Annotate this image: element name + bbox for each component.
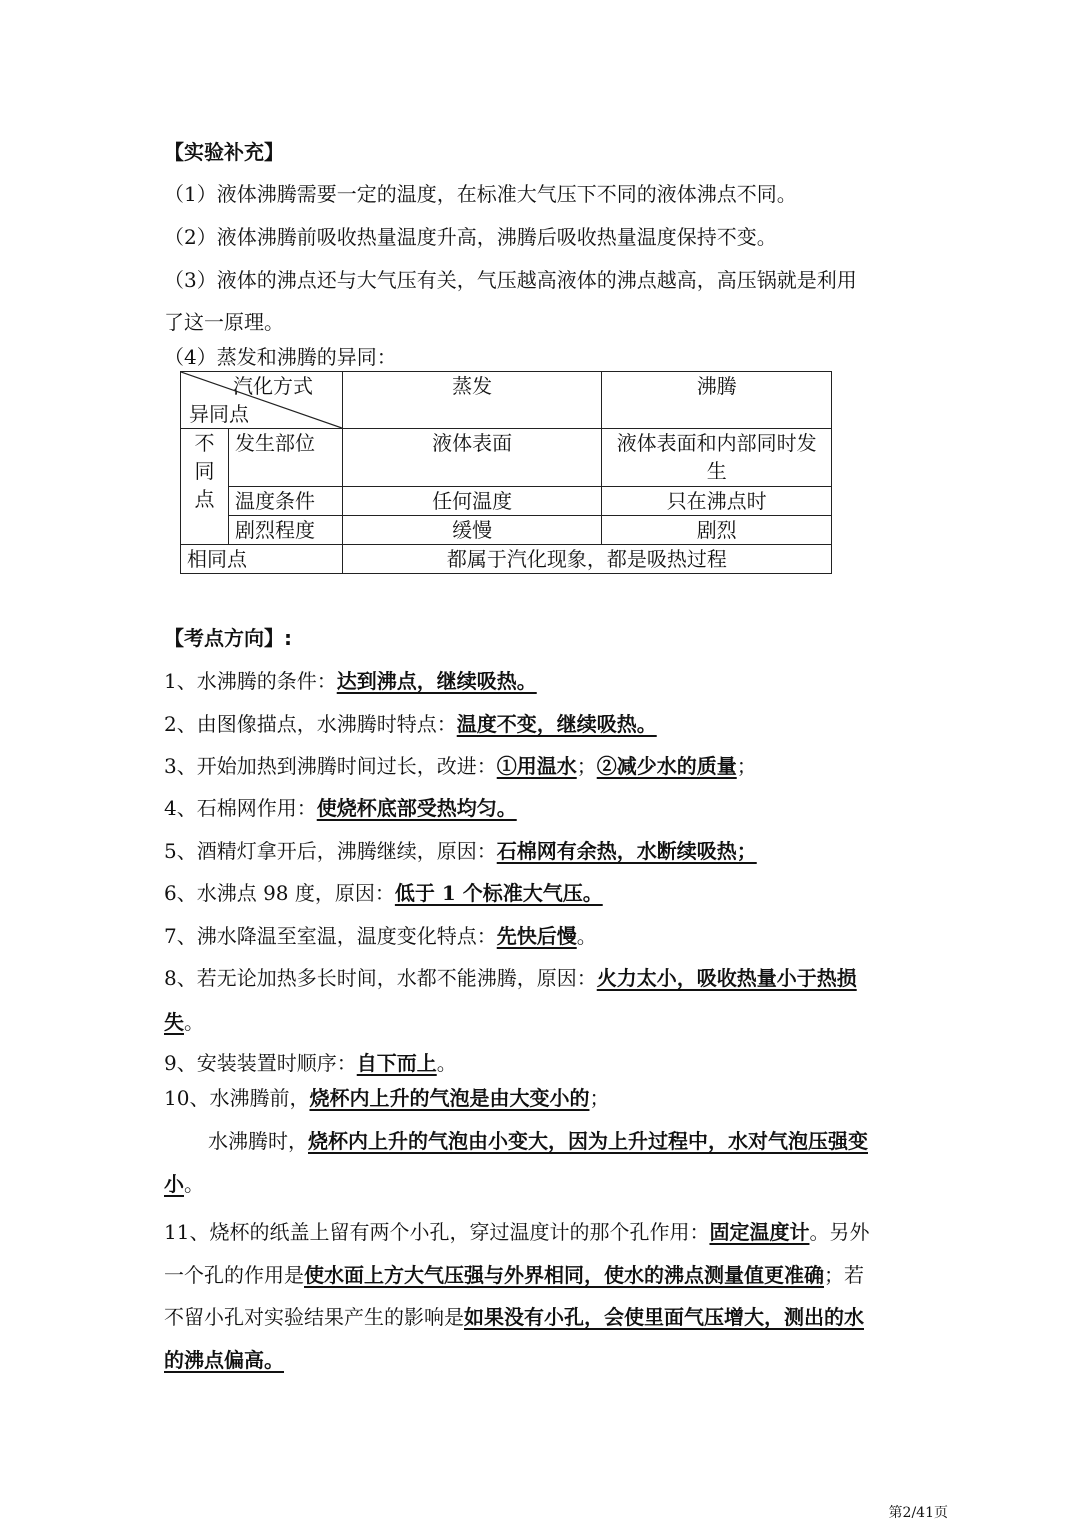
question-text: 5、酒精灯拿开后，沸腾继续，原因： <box>164 839 497 863</box>
exam-item-10 <box>164 1086 609 1110</box>
question-text: 水沸腾时， <box>208 1129 308 1153</box>
separator-text: ； <box>576 754 597 778</box>
paragraph-line-2: （2）液体沸腾前吸收热量温度升高，沸腾后吸收热量温度保持不变。 <box>164 225 777 249</box>
punctuation-text: ；若 <box>824 1263 864 1287</box>
answer-text: 使水面上方大气压强与外界相同，使水的沸点测量值更准确 <box>304 1263 824 1287</box>
table-cell: 剧烈 <box>602 516 832 545</box>
exam-item-2 <box>164 712 657 736</box>
corner-label-compare: 异同点 <box>189 402 249 426</box>
table-row-label: 温度条件 <box>228 487 342 516</box>
table-cell: 只在沸点时 <box>602 487 832 516</box>
comparison-table <box>180 371 832 574</box>
answer-text: 火力太小，吸收热量小于热损 <box>596 966 857 990</box>
question-text: 11、烧杯的纸盖上留有两个小孔，穿过温度计的那个孔作用： <box>164 1220 710 1244</box>
question-text: 4、石棉网作用： <box>164 796 317 820</box>
answer-text: 温度不变，继续吸热。 <box>456 712 657 736</box>
question-text: 3、开始加热到沸腾时间过长，改进： <box>164 754 497 778</box>
answer-text: 烧杯内上升的气泡由小变大，因为上升过程中，水对气泡压强变 <box>308 1129 868 1153</box>
section-heading-exam-points: 【考点方向】: <box>164 626 292 650</box>
paragraph-line-3-cont: 了这一原理。 <box>164 310 284 334</box>
table-cell: 液体表面 <box>342 429 602 487</box>
punctuation-text: 。 <box>576 924 597 948</box>
exam-item-1 <box>164 669 537 693</box>
punctuation-text: 。另外 <box>809 1220 870 1244</box>
section-heading-experiment: 【实验补充】 <box>164 140 284 164</box>
answer-text: 烧杯内上升的气泡是由大变小的 <box>309 1086 590 1110</box>
answer-text: 先快后慢 <box>496 924 577 948</box>
answer-text: 的沸点偏高。 <box>164 1348 284 1372</box>
answer-text: 固定温度计 <box>709 1220 810 1244</box>
exam-item-10b-cont <box>164 1172 204 1196</box>
paragraph-line-1: （1）液体沸腾需要一定的温度，在标准大气压下不同的液体沸点不同。 <box>164 182 797 206</box>
question-text: 6、水沸点 98 度，原因： <box>164 881 395 905</box>
exam-item-8 <box>164 966 857 990</box>
table-cell: 液体表面和内部同时发生 <box>602 429 832 487</box>
table-row-label: 剧烈程度 <box>228 516 342 545</box>
table-row-label: 发生部位 <box>228 429 342 487</box>
exam-item-11-line4 <box>164 1348 284 1372</box>
group-char: 不 <box>194 431 215 455</box>
question-text: 8、若无论加热多长时间，水都不能沸腾，原因： <box>164 966 597 990</box>
group-char: 同 <box>194 459 215 483</box>
corner-label-method: 汽化方式 <box>233 374 313 398</box>
punctuation-text: 。 <box>184 1010 204 1034</box>
table-cell: 缓慢 <box>342 516 602 545</box>
exam-item-10b <box>208 1129 868 1153</box>
question-text: 10、水沸腾前， <box>164 1086 310 1110</box>
table-header-evaporation: 蒸发 <box>342 372 602 429</box>
punctuation-text: 。 <box>184 1172 204 1196</box>
answer-text: 如果没有小孔，会使里面气压增大，测出的水 <box>464 1305 864 1329</box>
exam-item-7 <box>164 924 597 948</box>
page-number: 第2/41页 <box>888 1505 948 1521</box>
exam-item-8-cont <box>164 1010 204 1034</box>
punctuation-text: ； <box>589 1086 610 1110</box>
exam-item-5 <box>164 839 757 863</box>
group-char: 点 <box>194 487 215 511</box>
question-text: 1、水沸腾的条件： <box>164 669 337 693</box>
question-text: 9、安装装置时顺序： <box>164 1051 357 1075</box>
punctuation-text: 。 <box>436 1051 457 1075</box>
question-text: 2、由图像描点，水沸腾时特点： <box>164 712 457 736</box>
punctuation-text: ； <box>736 754 757 778</box>
exam-item-9 <box>164 1051 457 1075</box>
question-text: 7、沸水降温至室温，温度变化特点： <box>164 924 497 948</box>
answer-text: 石棉网有余热，水断续吸热； <box>496 839 757 863</box>
exam-item-11 <box>164 1220 869 1244</box>
table-cell-same: 都属于汽化现象，都是吸热过程 <box>342 545 831 574</box>
answer-text: 使烧杯底部受热均匀。 <box>316 796 517 820</box>
table-row-label-same: 相同点 <box>181 545 343 574</box>
question-text: 一个孔的作用是 <box>164 1263 304 1287</box>
table-cell: 任何温度 <box>342 487 602 516</box>
answer-text: 达到沸点，继续吸热。 <box>336 669 537 693</box>
table-header-boiling: 沸腾 <box>602 372 832 429</box>
exam-item-4 <box>164 796 517 820</box>
answer-text: ①用温水 <box>496 754 577 778</box>
answer-text: 小 <box>164 1172 184 1196</box>
exam-item-11-line2 <box>164 1263 864 1287</box>
answer-text: 低于 1 个标准大气压。 <box>394 881 603 905</box>
paragraph-line-4: （4）蒸发和沸腾的异同： <box>164 345 397 369</box>
table-corner-cell <box>181 372 343 429</box>
paragraph-line-3: （3）液体的沸点还与大气压有关，气压越高液体的沸点越高，高压锅就是利用 <box>164 268 857 292</box>
answer-text: 自下而上 <box>356 1051 437 1075</box>
answer-text: 失 <box>164 1010 184 1034</box>
answer-text: ②减少水的质量 <box>596 754 737 778</box>
table-group-label-different <box>181 429 229 545</box>
exam-item-3 <box>164 754 757 778</box>
exam-item-6 <box>164 881 603 905</box>
question-text: 不留小孔对实验结果产生的影响是 <box>164 1305 464 1329</box>
exam-item-11-line3 <box>164 1305 864 1329</box>
